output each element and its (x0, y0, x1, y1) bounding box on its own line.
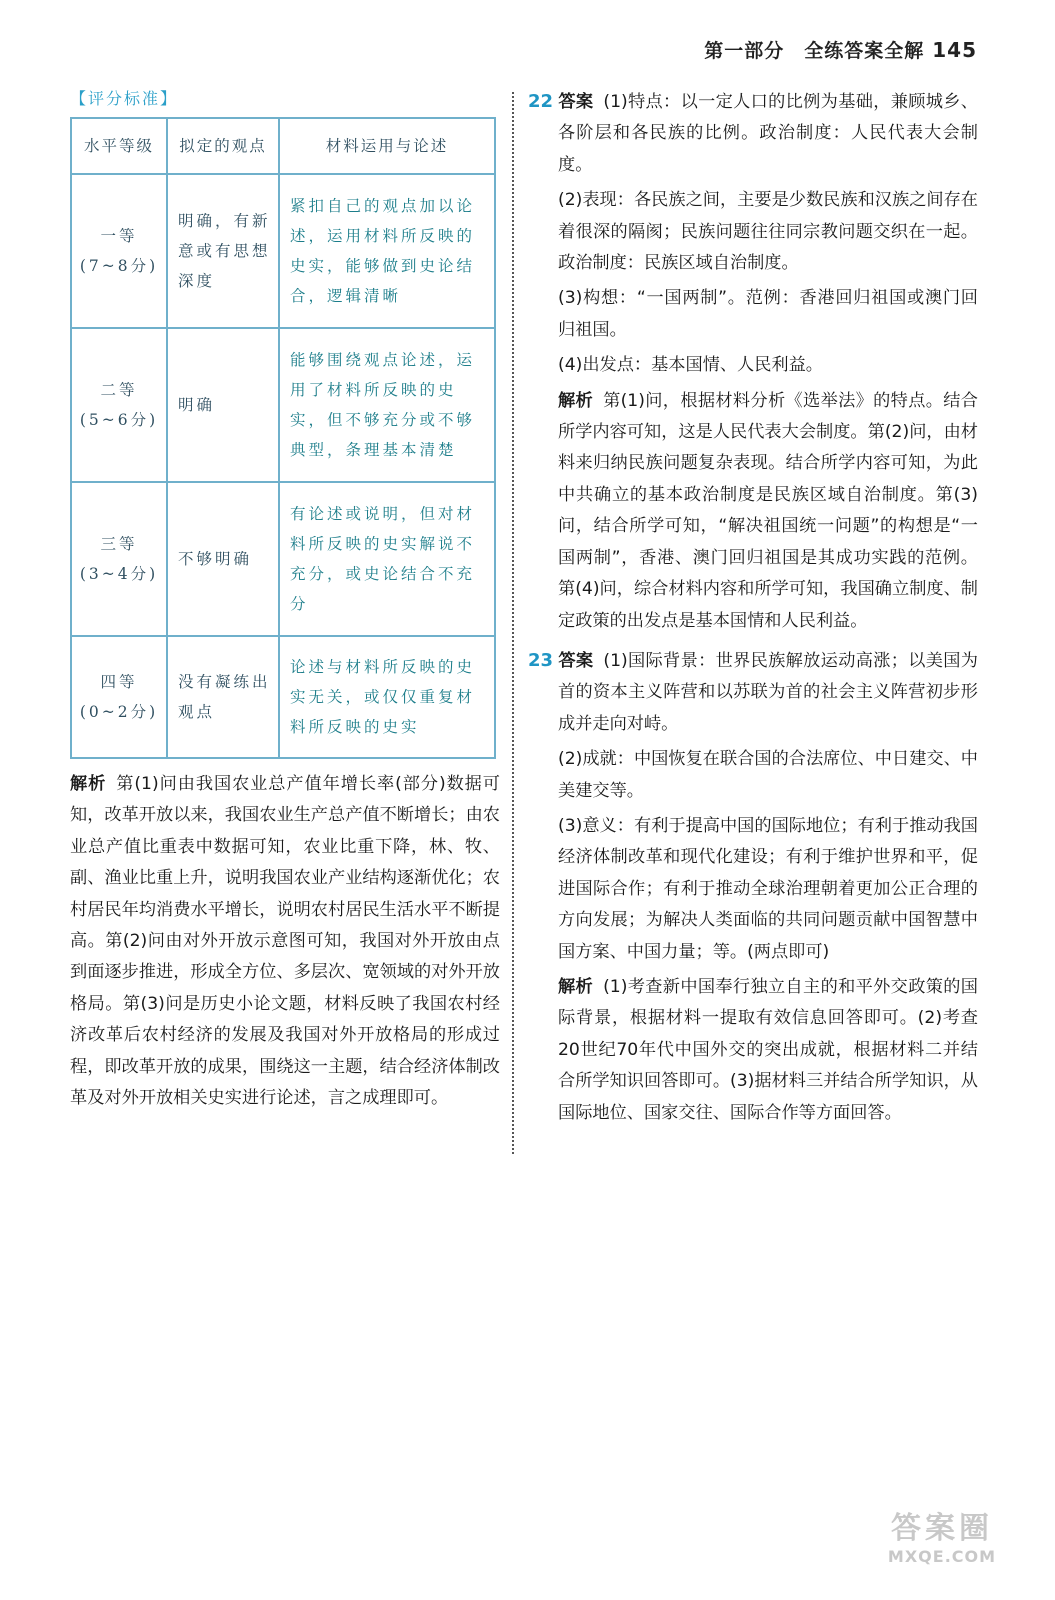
level-cell (71, 328, 167, 482)
material-text: 论述与材料所反映的史实无关，或仅仅重复材料所反映的史实 (290, 658, 476, 736)
rubric-row (71, 174, 495, 328)
analysis-label: 解析 (558, 976, 594, 997)
level-cell (71, 636, 167, 758)
answer-label: 答案 (558, 650, 594, 671)
rubric-table (70, 117, 496, 759)
analysis-text: 第(1)问由我国农业总产值年增长率(部分)数据可知，改革开放以来，我国农业生产总产值不断增长；由农业总产值比重表中数据可知，农业比重下降，林、牧、副、渔业比重上升，说明我国农业产业结构逐渐优化；农村居民年均消费水平增长，说明农村居民生活水平不断提高。第(2)问由对外开放示意图可知，我国对外开放由点到面逐步推进，形成全方位、多层次、宽领域的对外开放格局。第(3)问是历史小论文题，材料反映了我国农村经济改革后农村经济的发展及我国对外开放格局的形成过程，即改革开放的成果，围绕这一主题，结合经济体制改革及对外开放相关史实进行论述，言之成理即可。 (70, 774, 500, 1109)
analysis-label: 解析 (70, 774, 107, 794)
answer-label: 答案 (558, 92, 594, 112)
material-cell (279, 174, 495, 328)
running-title: 第一部分 全练答案全解 (704, 40, 925, 62)
analysis-text: 第(1)问，根据材料分析《选举法》的特点。结合所学内容可知，这是人民代表大会制度。第(2)问，由材料来归纳民族问题复杂表现。结合所学内容可知，为此中共确立的基本政治制度是民族区域自治制度。第(3)问，结合所学可知，“解决祖国统一问题”的构想是“一国两制”，香港、澳门回归祖国是其成功实践的范例。第(4)问，综合材料内容和所学可知，我国确立制度、制定政策的出发点是基本国情和人民利益。 (558, 390, 978, 631)
col-header-material: 材料运用与论述 (279, 118, 495, 174)
question-23 (528, 645, 978, 1129)
page-header (704, 36, 977, 63)
col-header-level: 水平等级 (71, 118, 167, 174)
rubric-header-row (71, 118, 495, 174)
q23-answer-2: (2)成就：中国恢复在联合国的合法席位、中日建交、中美建交等。 (558, 749, 978, 801)
viewpoint-cell: 明确 (167, 328, 279, 482)
rubric-row (71, 328, 495, 482)
left-analysis (70, 769, 500, 1114)
level-cell (71, 482, 167, 636)
level-name: 一等 (100, 227, 138, 245)
q22-answer-2: (2)表现：各民族之间，主要是少数民族和汉族之间存在着很深的隔阂；民族问题往往同宗教问题交织在一起。政治制度：民族区域自治制度。 (558, 190, 978, 274)
watermark-url: MXQE.COM (887, 1547, 997, 1566)
material-cell (279, 482, 495, 636)
viewpoint-cell: 明确，有新意或有思想深度 (167, 174, 279, 328)
level-range: (3~4分) (79, 565, 159, 583)
column-divider (512, 92, 514, 1154)
viewpoint-cell: 不够明确 (167, 482, 279, 636)
question-number: 23 (528, 649, 554, 671)
page-number: 145 (932, 38, 977, 62)
level-name: 三等 (100, 535, 138, 553)
q23-analysis (558, 972, 978, 1129)
material-text: 有论述或说明，但对材料所反映的史实解说不充分，或史论结合不充分 (290, 505, 476, 613)
level-range: (5~6分) (79, 411, 159, 429)
col-header-viewpoint: 拟定的观点 (167, 118, 279, 174)
level-range: (0~2分) (79, 703, 159, 721)
question-number: 22 (528, 91, 554, 112)
answer-text: (1)特点：以一定人口的比例为基础，兼顾城乡、各阶层和各民族的比例。政治制度：人民代表大会制度。 (558, 92, 978, 175)
answer-text: (1)国际背景：世界民族解放运动高涨；以美国为首的资本主义阵营和以苏联为首的社会主义阵营初步形成并走向对峙。 (558, 650, 978, 734)
material-text: 紧扣自己的观点加以论述，运用材料所反映的史实，能够做到史论结合，逻辑清晰 (290, 197, 476, 305)
analysis-text: (1)考查新中国奉行独立自主的和平外交政策的国际背景，根据材料一提取有效信息回答即可。(2)考查20世纪70年代中国外交的突出成就，根据材料二并结合所学知识回答即可。(3)据材料三并结合所学知识，从国际地位、国家交往、国际合作等方面回答。 (558, 976, 978, 1123)
q22-analysis (558, 386, 978, 637)
q23-answer-1 (528, 645, 978, 740)
rubric-row (71, 636, 495, 758)
viewpoint-cell: 没有凝练出观点 (167, 636, 279, 758)
left-column (70, 86, 500, 1114)
q22-answer-1 (528, 86, 978, 181)
level-range: (7~8分) (79, 257, 159, 275)
level-name: 二等 (100, 381, 138, 399)
material-text: 能够围绕观点论述，运用了材料所反映的史实，但不够充分或不够典型，条理基本清楚 (290, 351, 476, 459)
q23-answer-3: (3)意义：有利于提高中国的国际地位；有利于推动我国经济体制改革和现代化建设；有利于维护世界和平，促进国际合作；有利于推动全球治理朝着更加公正合理的方向发展；为解决人类面临的共同问题贡献中国智慧中国方案、中国力量；等。(两点即可) (558, 815, 978, 962)
q22-answer-3: (3)构想：“一国两制”。范例：香港回归祖国或澳门回归祖国。 (558, 288, 978, 340)
q22-answer-4: (4)出发点：基本国情、人民利益。 (558, 355, 823, 376)
material-cell (279, 328, 495, 482)
analysis-label: 解析 (558, 390, 594, 411)
watermark-logo (857, 1512, 1027, 1574)
rubric-row (71, 482, 495, 636)
right-column (528, 86, 978, 1129)
material-cell (279, 636, 495, 758)
level-name: 四等 (100, 673, 138, 691)
rubric-badge: 【评分标准】 (70, 89, 179, 108)
level-cell (71, 174, 167, 328)
question-22 (528, 86, 978, 637)
watermark-seal: 答案圈 (891, 1511, 993, 1546)
